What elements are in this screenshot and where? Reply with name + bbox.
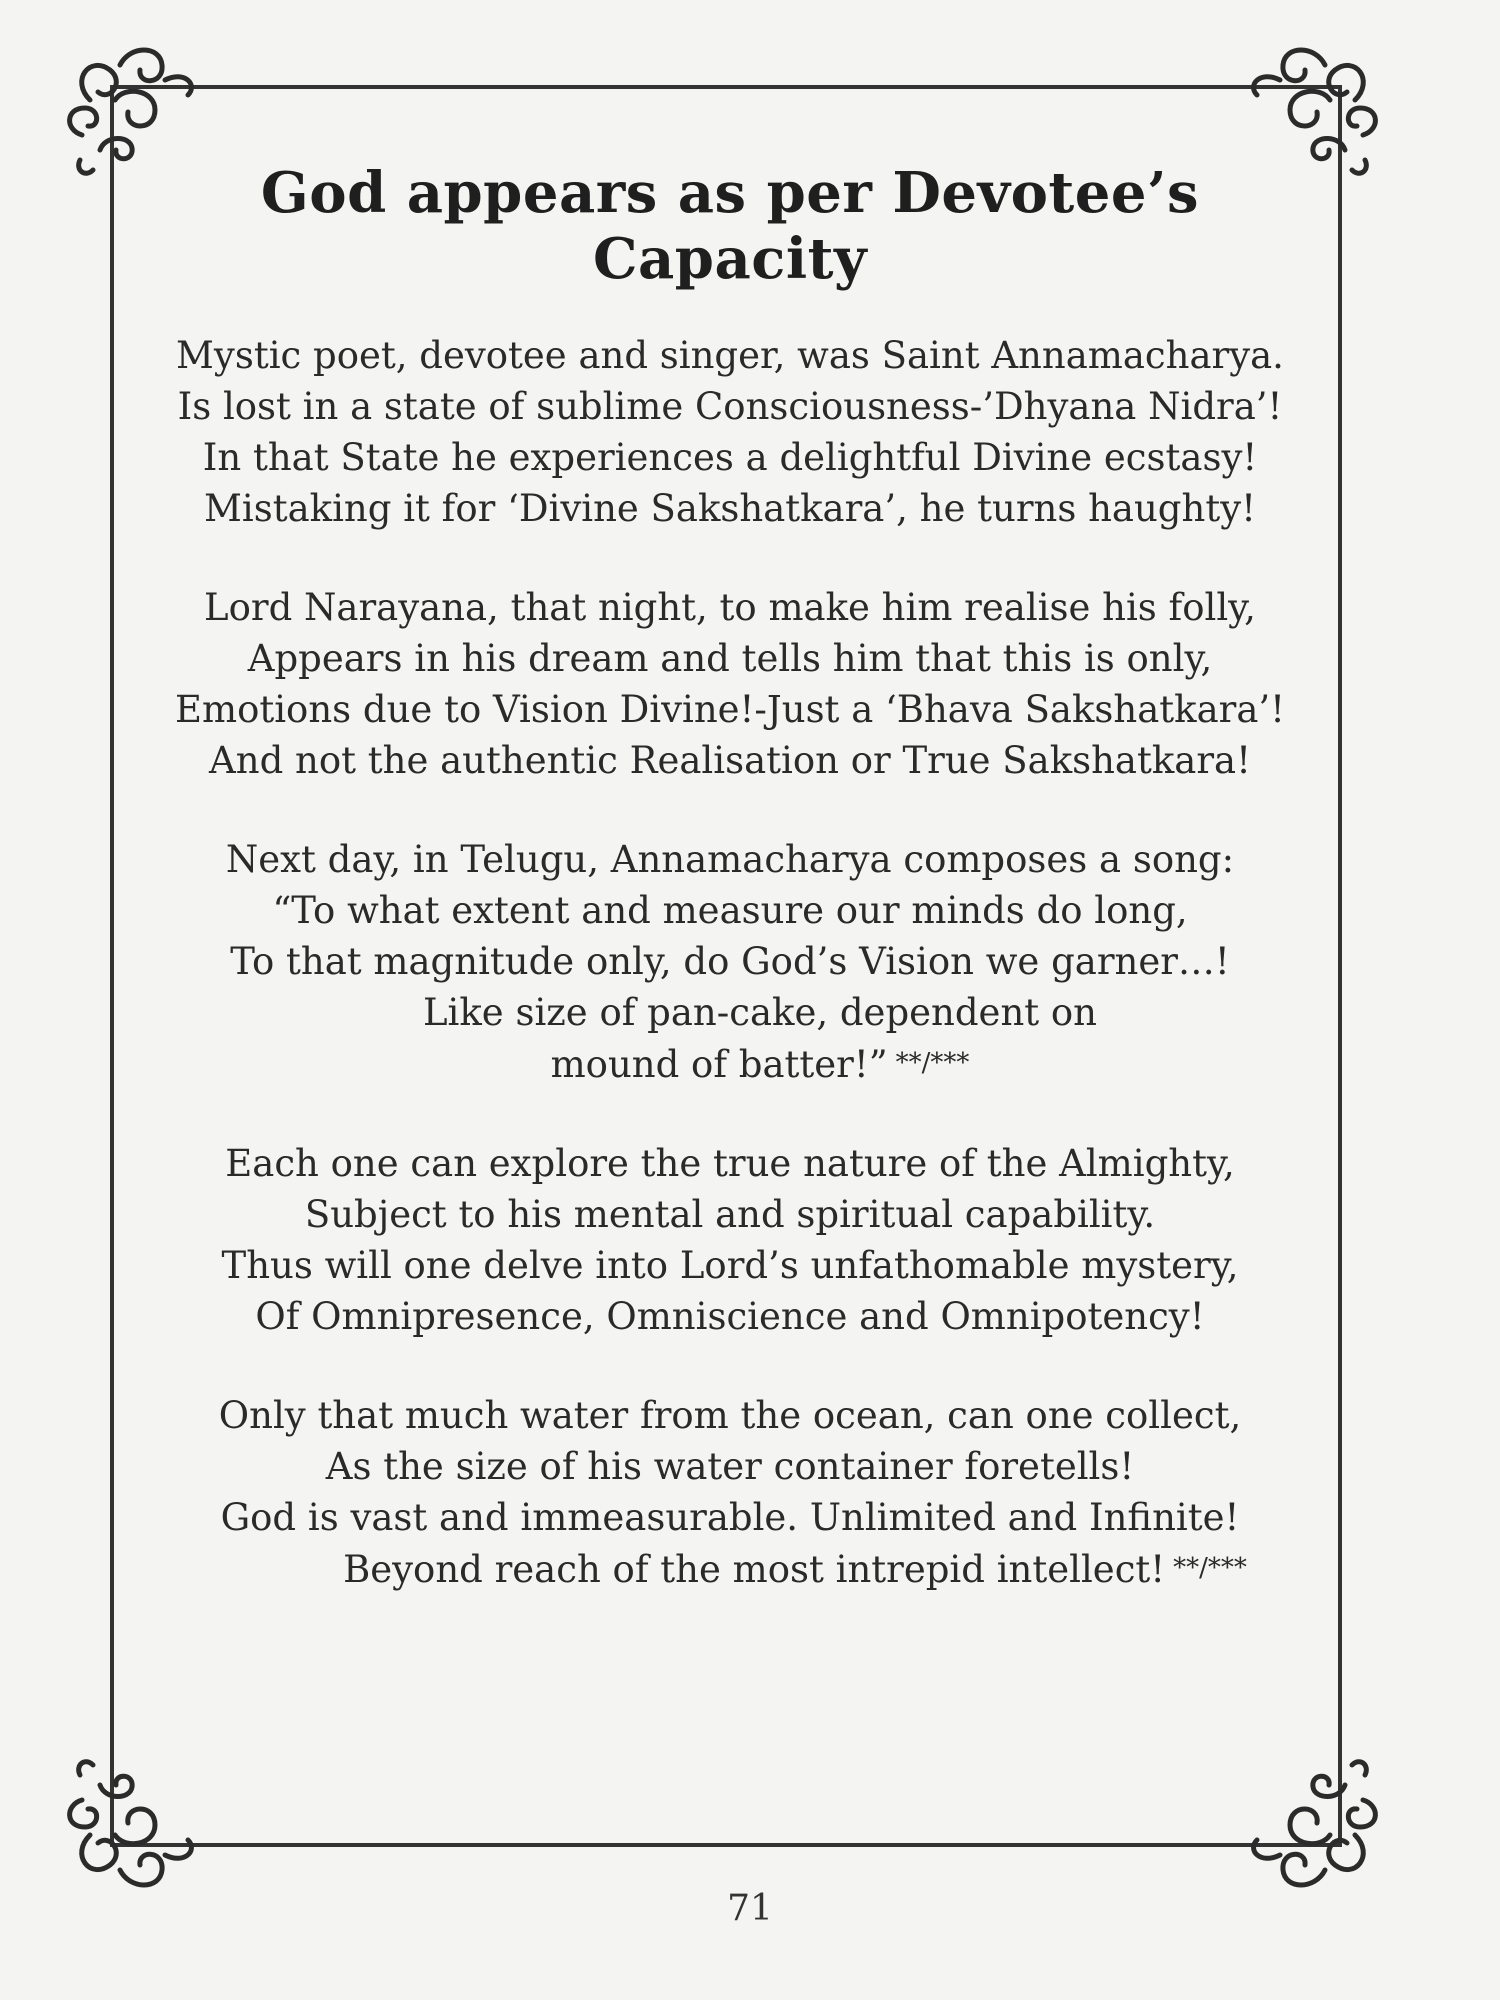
poem-line: Thus will one delve into Lord’s unfathomable mystery,: [221, 1244, 1239, 1287]
poem-line: To that magnitude only, do God’s Vision we garner…!: [230, 940, 1230, 983]
corner-ornament-icon: [60, 1755, 200, 1895]
poem-line-with-footnote: [140, 1038, 1320, 1090]
stanza: [140, 1138, 1320, 1342]
poem-line: Mistaking it for ‘Divine Sakshatkara’, he turns haughty!: [204, 487, 1256, 530]
footnote-mark: **/***: [895, 1048, 970, 1078]
poem-line: As the size of his water container foretells!: [325, 1445, 1135, 1488]
stanza: [140, 330, 1320, 534]
poem-line: Mystic poet, devotee and singer, was Saint Annamacharya.: [176, 334, 1284, 377]
poem-line: Emotions due to Vision Divine!-Just a ‘Bhava Sakshatkara’!: [174, 688, 1286, 731]
stanza: [140, 834, 1320, 1090]
page-number: 71: [727, 1888, 773, 1929]
poem-line: In that State he experiences a delightful Divine ecstasy!: [202, 436, 1258, 479]
poem-line: Appears in his dream and tells him that this is only,: [247, 637, 1213, 680]
poem-line: Is lost in a state of sublime Consciousness-’Dhyana Nidra’!: [177, 385, 1283, 428]
corner-ornament-icon: [1245, 40, 1385, 180]
corner-ornament-icon: [1245, 1755, 1385, 1895]
poem-line: Of Omnipresence, Omniscience and Omnipotency!: [255, 1295, 1205, 1338]
footnote-mark: **/***: [1173, 1553, 1247, 1583]
poem-line: “To what extent and measure our minds do long,: [272, 889, 1188, 932]
poem-line: Subject to his mental and spiritual capability.: [304, 1193, 1156, 1236]
page-title: God appears as per Devotee’s Capacity: [260, 160, 1200, 292]
poem-line: Each one can explore the true nature of the Almighty,: [225, 1142, 1235, 1185]
poem-line: Like size of pan-cake, dependent on: [422, 991, 1098, 1034]
poem-line: And not the authentic Realisation or True Sakshatkara!: [209, 739, 1251, 782]
poem-line: Lord Narayana, that night, to make him realise his folly,: [204, 586, 1256, 629]
poem-line-text: mound of batter!”: [550, 1043, 888, 1086]
stanza: [140, 1390, 1320, 1595]
poem-line: Next day, in Telugu, Annamacharya composes a song:: [225, 838, 1235, 881]
poem-line-with-footnote: [140, 1543, 1320, 1595]
poem-line: Only that much water from the ocean, can one collect,: [218, 1394, 1242, 1437]
poem-body: [140, 330, 1320, 1643]
poem-line-text: Beyond reach of the most intrepid intellect!: [343, 1548, 1166, 1591]
stanza: [140, 582, 1320, 786]
corner-ornament-icon: [60, 40, 200, 180]
poem-line: God is vast and immeasurable. Unlimited and Infinite!: [220, 1496, 1240, 1539]
